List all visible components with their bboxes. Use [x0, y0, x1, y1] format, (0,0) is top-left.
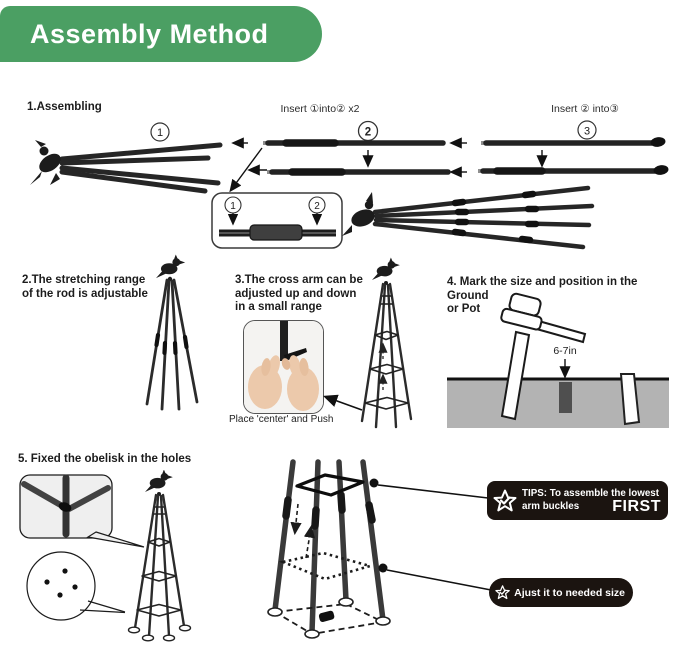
adjust-arrows [295, 504, 311, 558]
connector-detail-inset [212, 193, 342, 248]
adjustable-cross-arm-dotted [283, 553, 370, 579]
tips-badge-adjust [489, 578, 633, 607]
star-check-icon [495, 583, 510, 602]
tip2-text: Ajust it to needed size [514, 586, 625, 599]
page-title: Assembly Method [30, 18, 269, 49]
step4-title: 4. Mark the size and position in the Ground or Pot [447, 276, 638, 315]
tips-badge-first [487, 481, 668, 520]
finial-bird-icon [30, 140, 64, 185]
hands-photo-inset [243, 320, 324, 414]
right-rods-illustration [478, 136, 669, 176]
step1-title: 1.Assembling [27, 101, 102, 113]
joint-closeup-bubble [20, 475, 144, 547]
tip1-emphasis: FIRST [612, 497, 661, 515]
step5-obelisk-illustration [129, 470, 191, 641]
insert-2-into-3-label: Insert ② into③ [551, 103, 619, 115]
step3-title: 3.The cross arm can be adjusted up and down in a small range [235, 274, 363, 313]
depth-label: 6-7in [553, 345, 577, 357]
svg-text:2: 2 [364, 126, 372, 139]
assembly-arrows-2 [452, 143, 467, 172]
hands-pushing-clip-photo [244, 321, 323, 413]
tip1-line1: TIPS: To assemble the lowest [522, 488, 660, 500]
assembly-arrows [231, 143, 267, 190]
svg-text:1: 1 [230, 201, 236, 212]
base-clip [318, 610, 335, 623]
svg-text:1: 1 [156, 127, 164, 139]
step1-diagram [0, 95, 679, 255]
svg-text:3: 3 [583, 125, 591, 138]
middle-rods-illustration [263, 143, 448, 172]
obelisk-base-closeup [255, 440, 679, 648]
part2-circle-label [359, 122, 378, 141]
assembled-fan-illustration [342, 188, 592, 247]
tip-connector-lines [370, 479, 492, 591]
svg-text:2: 2 [314, 201, 320, 212]
step5-callouts-illustration [12, 470, 212, 648]
step3-obelisk-illustration [352, 256, 424, 436]
tip1-line2: arm buckles [522, 501, 580, 513]
part3-circle-label [578, 121, 596, 139]
step4-ground-diagram [445, 292, 679, 432]
rod-bundle-illustration [62, 145, 220, 191]
insert-1-into-2-label: Insert ①into② x2 [280, 103, 360, 115]
step2-title: 2.The stretching range of the rod is adjustable [22, 274, 148, 300]
step5-title: 5. Fixed the obelisk in the holes [18, 453, 192, 465]
part1-circle-label [151, 123, 169, 141]
star-check-icon [493, 489, 517, 513]
ground-hole [559, 382, 572, 413]
lowest-cross-arm [297, 475, 363, 495]
step3-caption: Place 'center' and Push [229, 414, 334, 425]
holes-circle-callout [27, 552, 125, 620]
header-banner [0, 6, 322, 62]
step2-tripod-illustration [125, 253, 217, 417]
